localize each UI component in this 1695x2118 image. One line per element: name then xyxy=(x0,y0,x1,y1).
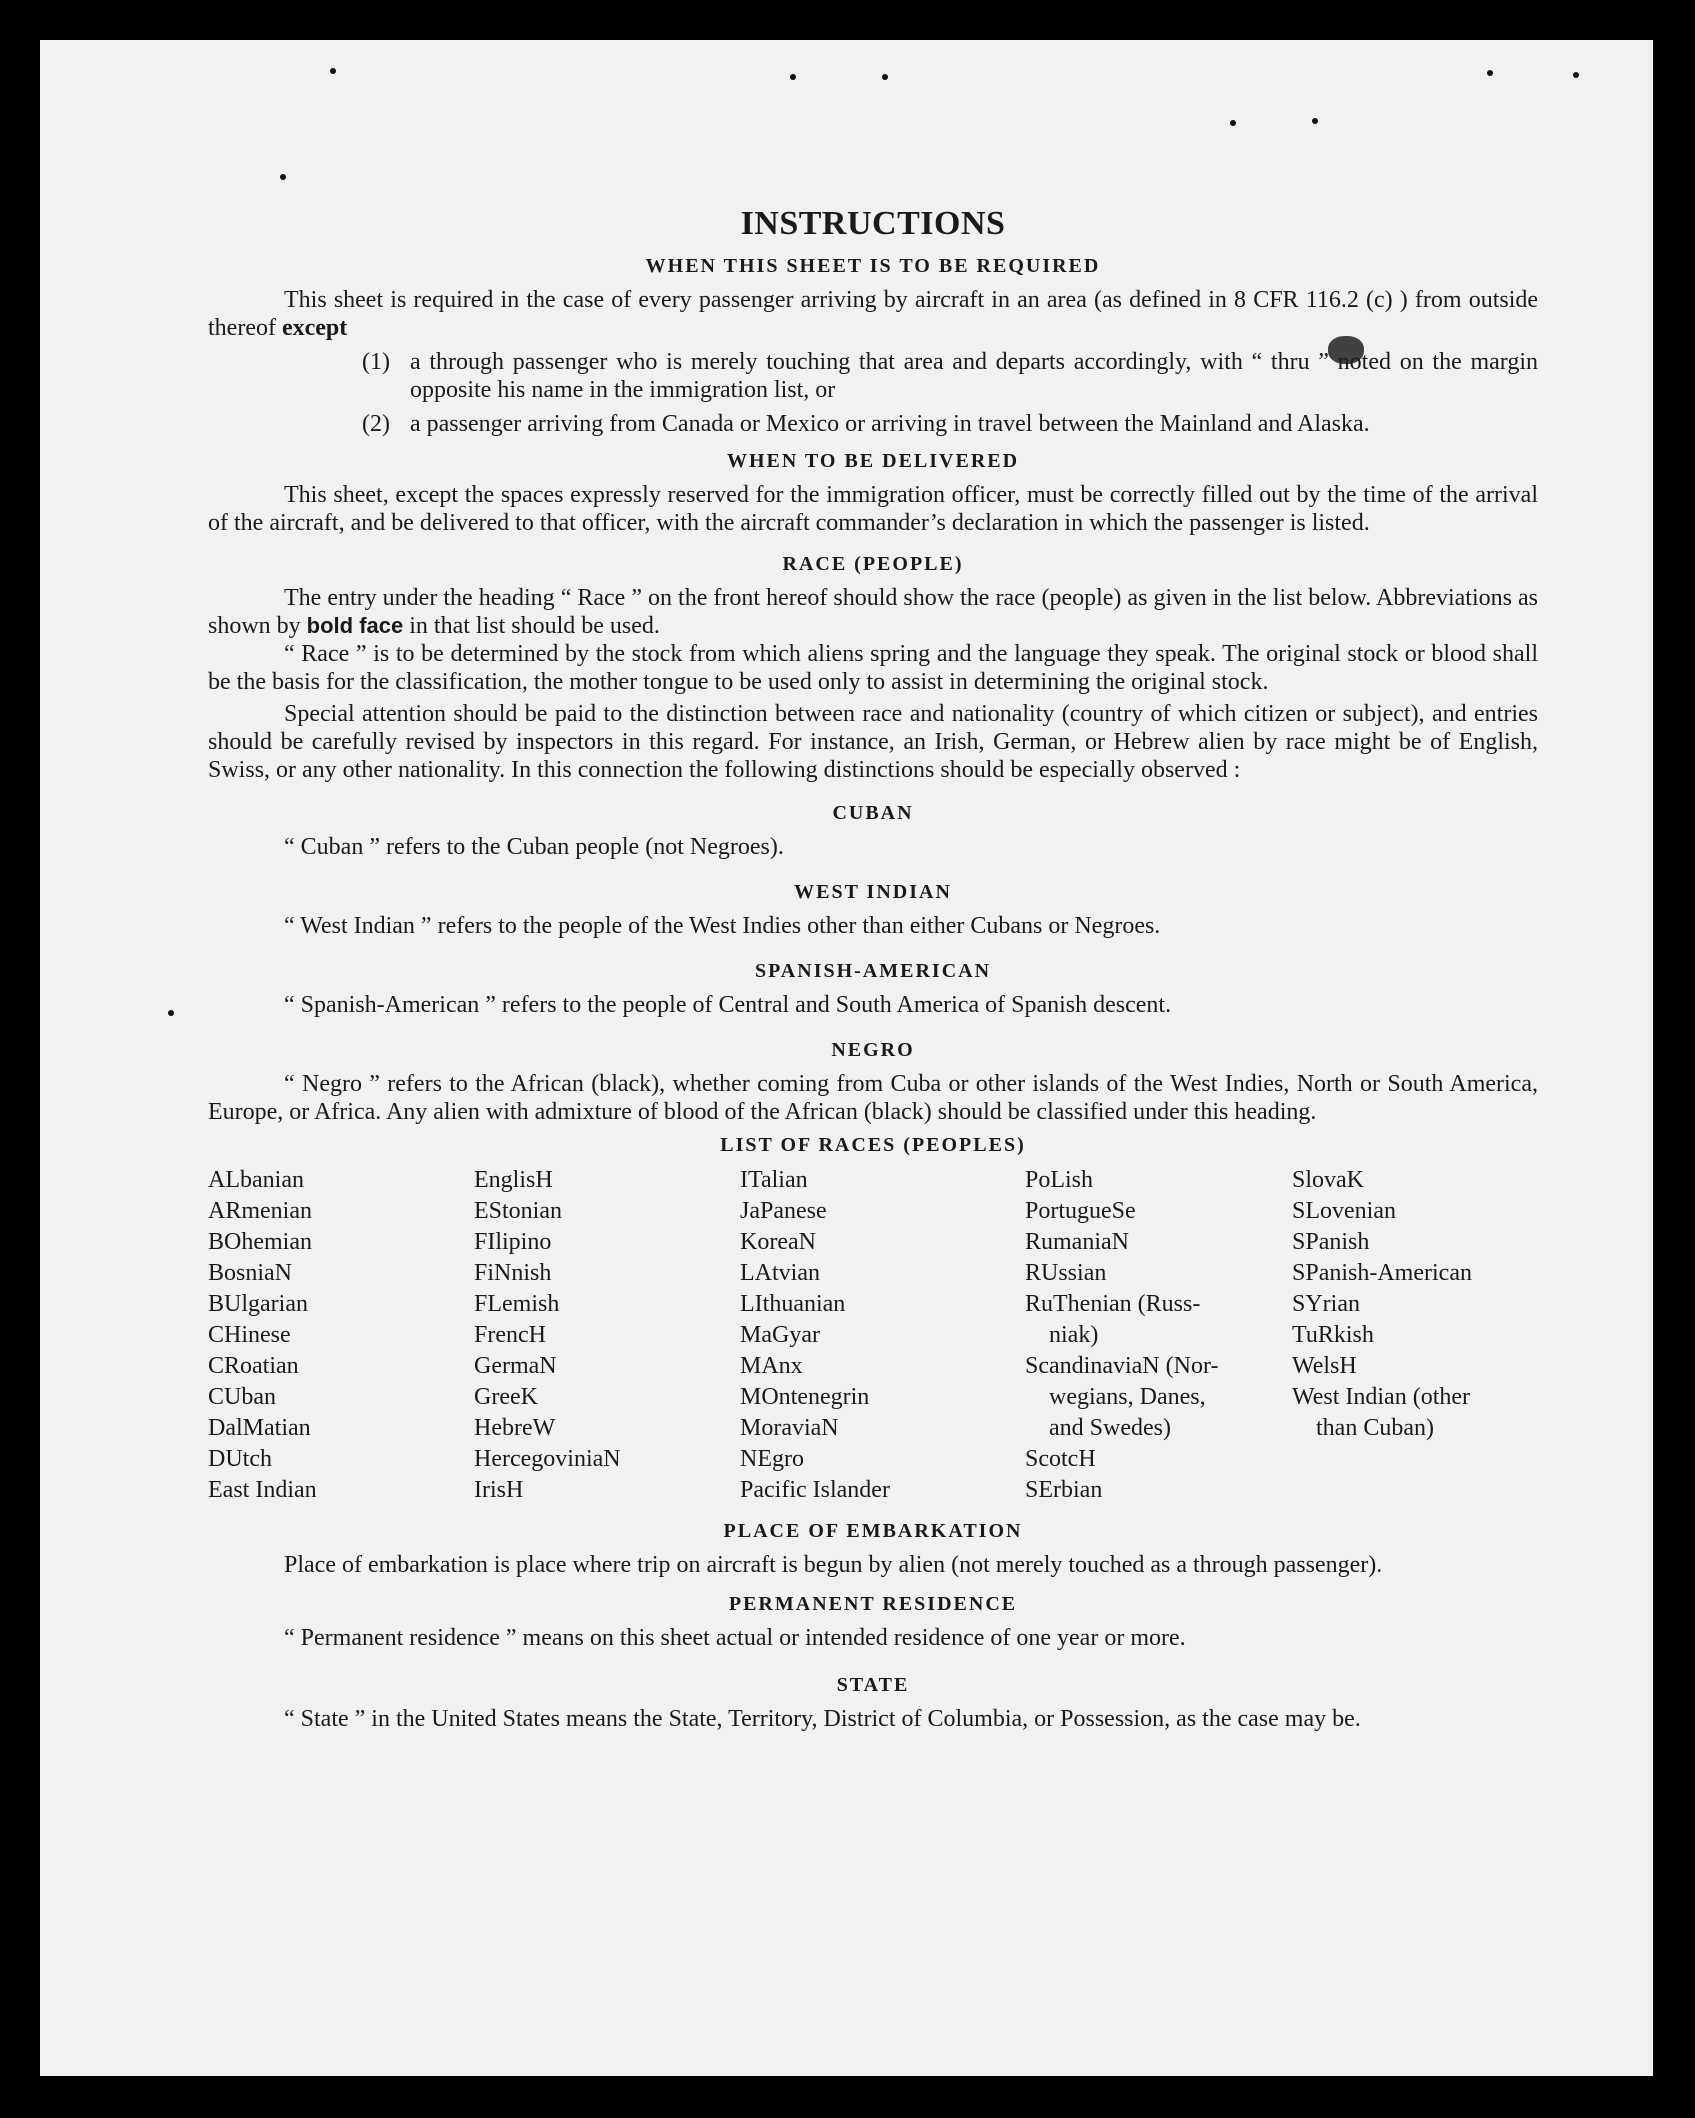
race-entry: FrencH xyxy=(474,1322,546,1348)
race-entry: LAtvian xyxy=(740,1260,820,1286)
heading-spanish-american: SPANISH-AMERICAN xyxy=(754,960,992,982)
race-entry: East Indian xyxy=(208,1477,317,1503)
race-entry: ARmenian xyxy=(208,1198,312,1224)
west-indian-text: “ West Indian ” refers to the people of the West Indies other than either Cubans or Negroes. xyxy=(284,913,1161,939)
race-column xyxy=(1292,1165,1538,1506)
race-entry: MAnx xyxy=(740,1353,803,1379)
race-entry: MoraviaN xyxy=(740,1415,839,1441)
residence-text: “ Permanent residence ” means on this sheet actual or intended residence of one year or more. xyxy=(284,1625,1186,1651)
required-intro xyxy=(208,286,1538,342)
required-intro-line-b: 116.2 (c) ) from outside thereof xyxy=(208,287,1539,341)
race-entry: SlovaK xyxy=(1292,1167,1364,1193)
race-paragraph-2: “ Race ” is to be determined by the stock from which aliens spring and the language they speak. The original stock or blood shall be the basis for the classification, the mother tongue to be used only to assist in determining the original stock. xyxy=(208,641,1538,695)
heading-when-required: WHEN THIS SHEET IS TO BE REQUIRED xyxy=(645,255,1101,277)
embarkation-text: Place of embarkation is place where trip on aircraft is begun by alien (not merely touched as a through passenger). xyxy=(284,1552,1383,1578)
heading-list-of-races: LIST OF RACES (PEOPLES) xyxy=(720,1134,1026,1156)
race-entry: IrisH xyxy=(474,1477,524,1503)
race-entry: NEgro xyxy=(740,1446,804,1472)
scan-speck xyxy=(280,174,286,180)
race-entry: BosniaN xyxy=(208,1260,292,1286)
race-entry: GermaN xyxy=(474,1353,557,1379)
delivered-text: This sheet, except the spaces expressly reserved for the immigration officer, must be correctly filled out by the time of the arrival of the aircraft, and be delivered to that officer, with the aircraft commander’s declaration in which the passenger is listed. xyxy=(208,482,1538,536)
state-text: “ State ” in the United States means the State, Territory, District of Columbia, or Possession, as the case may be. xyxy=(284,1706,1361,1732)
scan-speck xyxy=(1230,120,1236,126)
scan-speck xyxy=(1573,72,1579,78)
required-intro-line-a: This sheet is required in the case of every passenger arriving by aircraft in an area (as defined in 8 CFR xyxy=(284,287,1299,313)
exception-item xyxy=(362,348,1538,404)
document-page xyxy=(40,40,1653,2076)
race-entry: FIlipino xyxy=(474,1229,552,1255)
race-entry: RUssian xyxy=(1025,1260,1107,1286)
race-entry-continued: and Swedes) xyxy=(1049,1415,1171,1441)
race-entry: WelsH xyxy=(1292,1353,1357,1379)
race-entry: ALbanian xyxy=(208,1167,304,1193)
scan-speck xyxy=(882,74,888,80)
exception-text: a through passenger who is merely touching that area and departs accordingly, with “ thru ” noted on the margin opposite his name in the immigration list, or xyxy=(410,349,1538,403)
scan-speck xyxy=(1312,118,1318,124)
race-entry: JaPanese xyxy=(740,1198,827,1224)
race-entry: SPanish-American xyxy=(1292,1260,1472,1286)
race-entry: SLovenian xyxy=(1292,1198,1396,1224)
race-entry: KoreaN xyxy=(740,1229,816,1255)
race-entry: HebreW xyxy=(474,1415,556,1441)
race-entry: LIthuanian xyxy=(740,1291,846,1317)
race-entry: FLemish xyxy=(474,1291,560,1317)
scan-speck xyxy=(168,1010,174,1016)
page-title: INSTRUCTIONS xyxy=(740,205,1006,242)
negro-text: “ Negro ” refers to the African (black), whether coming from Cuba or other islands of the West Indies, North or South America, Europe, or Africa. Any alien with admixture of blood of the African (black) should be classified under this heading. xyxy=(208,1071,1538,1125)
race-entry: PortugueSe xyxy=(1025,1198,1136,1224)
heading-permanent-residence: PERMANENT RESIDENCE xyxy=(728,1593,1018,1615)
exception-item xyxy=(362,410,1538,438)
race-entry: RuThenian (Russ- xyxy=(1025,1291,1201,1317)
spanish-american-text: “ Spanish-American ” refers to the people of Central and South America of Spanish descent. xyxy=(284,992,1172,1018)
race-entry: ScotcH xyxy=(1025,1446,1096,1472)
exception-text: a passenger arriving from Canada or Mexico or arriving in travel between the Mainland and Alaska. xyxy=(410,411,1370,437)
race-entry: Pacific Islander xyxy=(740,1477,890,1503)
race-entry: EnglisH xyxy=(474,1167,553,1193)
race-entry: HercegoviniaN xyxy=(474,1446,621,1472)
exception-number: (1) xyxy=(362,349,390,375)
race-column xyxy=(474,1165,740,1506)
race-entry: West Indian (other xyxy=(1292,1384,1471,1410)
heading-cuban: CUBAN xyxy=(832,802,914,824)
race-entry: TuRkish xyxy=(1292,1322,1374,1348)
race-entry-continued: wegians, Danes, xyxy=(1049,1384,1206,1410)
race-entry: MOntenegrin xyxy=(740,1384,870,1410)
race-entry: SYrian xyxy=(1292,1291,1360,1317)
race-p1-start: The entry under the heading “ Race ” on the front hereof should show the race (people) as given in the list below. Abbreviations as shown by xyxy=(208,585,1538,639)
heading-embarkation: PLACE OF EMBARKATION xyxy=(723,1520,1023,1542)
race-entry: ScandinaviaN (Nor- xyxy=(1025,1353,1219,1379)
race-entry: EStonian xyxy=(474,1198,562,1224)
heading-west-indian: WEST INDIAN xyxy=(794,881,952,903)
scan-speck xyxy=(1487,70,1493,76)
race-entry: SPanish xyxy=(1292,1229,1370,1255)
race-p1-bold: bold face xyxy=(306,613,404,638)
heading-negro: NEGRO xyxy=(831,1039,915,1061)
race-entry: CHinese xyxy=(208,1322,291,1348)
instructions-body xyxy=(208,205,1538,1733)
race-entry: CUban xyxy=(208,1384,276,1410)
heading-when-delivered: WHEN TO BE DELIVERED xyxy=(726,450,1020,472)
race-entry: SErbian xyxy=(1025,1477,1103,1503)
race-entry: DUtch xyxy=(208,1446,272,1472)
heading-state: STATE xyxy=(836,1674,910,1696)
race-entry: BOhemian xyxy=(208,1229,312,1255)
race-entry: PoLish xyxy=(1025,1167,1094,1193)
race-list xyxy=(208,1165,1538,1506)
race-p1-end: in that list should be used. xyxy=(403,613,660,639)
scan-speck xyxy=(330,68,336,74)
race-entry: ITalian xyxy=(740,1167,808,1193)
exception-number: (2) xyxy=(362,411,390,437)
heading-race: RACE (PEOPLE) xyxy=(782,553,964,575)
race-column xyxy=(740,1165,1025,1506)
race-entry: MaGyar xyxy=(740,1322,820,1348)
race-entry: FiNnish xyxy=(474,1260,552,1286)
race-entry: RumaniaN xyxy=(1025,1229,1129,1255)
race-entry-continued: than Cuban) xyxy=(1316,1415,1434,1441)
scan-speck xyxy=(790,74,796,80)
race-entry: DalMatian xyxy=(208,1415,311,1441)
race-column xyxy=(1025,1165,1292,1506)
required-except: except xyxy=(281,315,348,341)
race-paragraph-3: Special attention should be paid to the distinction between race and nationality (country of which citizen or subject), and entries should be carefully revised by inspectors in this regard. For instance, an Irish, German, or Hebrew alien by race might be of English, Swiss, or any other nationality. In this connection the following distinctions should be especially observed : xyxy=(208,701,1538,783)
cuban-text: “ Cuban ” refers to the Cuban people (not Negroes). xyxy=(284,834,784,860)
race-entry: GreeK xyxy=(474,1384,538,1410)
race-column xyxy=(208,1165,474,1506)
race-entry: CRoatian xyxy=(208,1353,299,1379)
race-entry: BUlgarian xyxy=(208,1291,308,1317)
race-paragraph-1 xyxy=(208,584,1538,640)
race-entry-continued: niak) xyxy=(1049,1322,1099,1348)
